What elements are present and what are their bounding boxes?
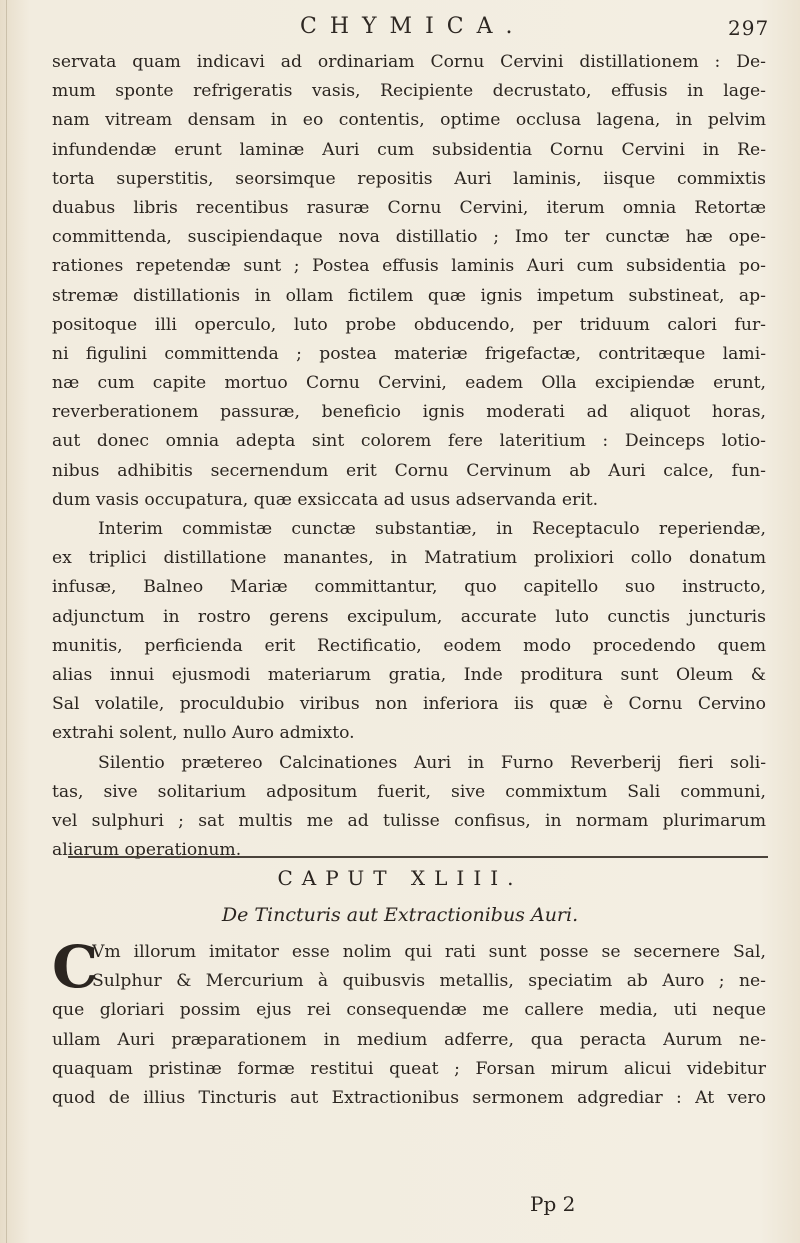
running-head: CHYMICA. bbox=[300, 14, 526, 39]
text-line: extrahi solent, nullo Auro admixto. bbox=[52, 723, 355, 744]
text-line: ni figulini committenda ; postea materiæ frigefactæ, contritæque lami- bbox=[52, 343, 766, 364]
text-line: duabus libris recentibus rasuræ Cornu Cervini, iterum omnia Retortæ bbox=[52, 197, 766, 218]
text-line: mum sponte refrigeratis vasis, Recipiente decrustato, effusis in lage- bbox=[52, 81, 766, 102]
text-line: Vm illorum imitator esse nolim qui rati sunt posse se secernere Sal, bbox=[92, 942, 766, 962]
text-line: næ cum capite mortuo Cornu Cervini, eadem Olla excipiendæ erunt, bbox=[52, 373, 766, 394]
text-line: nibus adhibitis secernendum erit Cornu Cervinum ab Auri calce, fun- bbox=[52, 460, 766, 481]
text-line: vel sulphuri ; sat multis me ad tulisse confisus, in normam plurimarum bbox=[52, 810, 766, 831]
text-line: nam vitream densam in eo contentis, optime occlusa lagena, in pelvim bbox=[52, 110, 766, 131]
text-line: servata quam indicavi ad ordinariam Cornu Cervini distillationem : De- bbox=[52, 52, 766, 72]
page-number: 297 bbox=[728, 16, 770, 40]
text-line: dum vasis occupatura, quæ exsiccata ad usus adservanda erit. bbox=[52, 489, 599, 510]
text-line: aliarum operationum. bbox=[52, 840, 242, 861]
text-line: Sal volatile, proculdubio viribus non inferiora iis quæ è Cornu Cervino bbox=[52, 694, 766, 715]
section-rule bbox=[68, 856, 768, 858]
text-line: quod de illius Tincturis aut Extractionibus sermonem adgrediar : At vero bbox=[52, 1087, 766, 1108]
chapter-subtitle: De Tincturis aut Extractionibus Auri. bbox=[221, 904, 579, 926]
page-edge-shadow bbox=[6, 0, 7, 1243]
chapter-heading: CAPUT XLIII. bbox=[277, 866, 523, 890]
text-line: aut donec omnia adepta sint colorem fere lateritium : Deinceps lotio- bbox=[52, 431, 766, 452]
text-line: infusæ, Balneo Mariæ committantur, quo capitello suo instructo, bbox=[52, 577, 766, 598]
text-line: torta superstitis, seorsimque repositis Auri laminis, iisque commixtis bbox=[52, 168, 766, 189]
text-line: ex triplici distillatione manantes, in Matratium prolixiori collo donatum bbox=[52, 548, 766, 569]
text-line: quaquam pristinæ formæ restitui queat ; Forsan mirum alicui videbitur bbox=[52, 1058, 766, 1079]
signature-mark: Pp 2 bbox=[530, 1192, 576, 1216]
text-line: que gloriari possim ejus rei consequendæ me callere media, uti neque bbox=[52, 1000, 766, 1021]
chapter-paragraph bbox=[52, 933, 766, 1113]
text-line: positoque illi operculo, luto probe obducendo, per triduum calori fur- bbox=[52, 314, 766, 335]
text-line: rationes repetendæ sunt ; Postea effusis laminis Auri cum subsidentia po- bbox=[52, 256, 766, 277]
text-line: reverberationem passuræ, beneficio ignis moderati ad aliquot horas, bbox=[52, 402, 766, 423]
text-line: adjunctum in rostro gerens excipulum, accurate luto cunctis juncturis bbox=[52, 606, 766, 627]
text-line: Sulphur & Mercurium à quibusvis metallis, speciatim ab Auro ; ne- bbox=[92, 971, 766, 992]
text-line: Interim commistæ cunctæ substantiæ, in Receptaculo reperiendæ, bbox=[98, 519, 766, 539]
text-line: infundendæ erunt laminæ Auri cum subsidentia Cornu Cervini in Re- bbox=[52, 139, 766, 160]
page-header bbox=[0, 6, 800, 46]
paragraph-1 bbox=[52, 48, 766, 865]
drop-cap: C bbox=[52, 933, 99, 1001]
text-line: committenda, suscipiendaque nova distillatio ; Imo ter cunctæ hæ ope- bbox=[52, 227, 766, 248]
text-line: tas, sive solitarium adpositum fuerit, sive commixtum Sali communi, bbox=[52, 781, 766, 802]
text-line: ullam Auri præparationem in medium adferre, qua peracta Aurum ne- bbox=[52, 1029, 766, 1050]
text-line: Silentio prætereo Calcinationes Auri in Furno Reverberij fieri soli- bbox=[98, 752, 766, 773]
text-line: alias innui ejusmodi materiarum gratia, Inde proditura sunt Oleum & bbox=[52, 664, 766, 685]
text-line: stremæ distillationis in ollam fictilem quæ ignis impetum substineat, ap- bbox=[52, 285, 766, 306]
text-line: munitis, perficienda erit Rectificatio, eodem modo procedendo quem bbox=[52, 635, 766, 656]
